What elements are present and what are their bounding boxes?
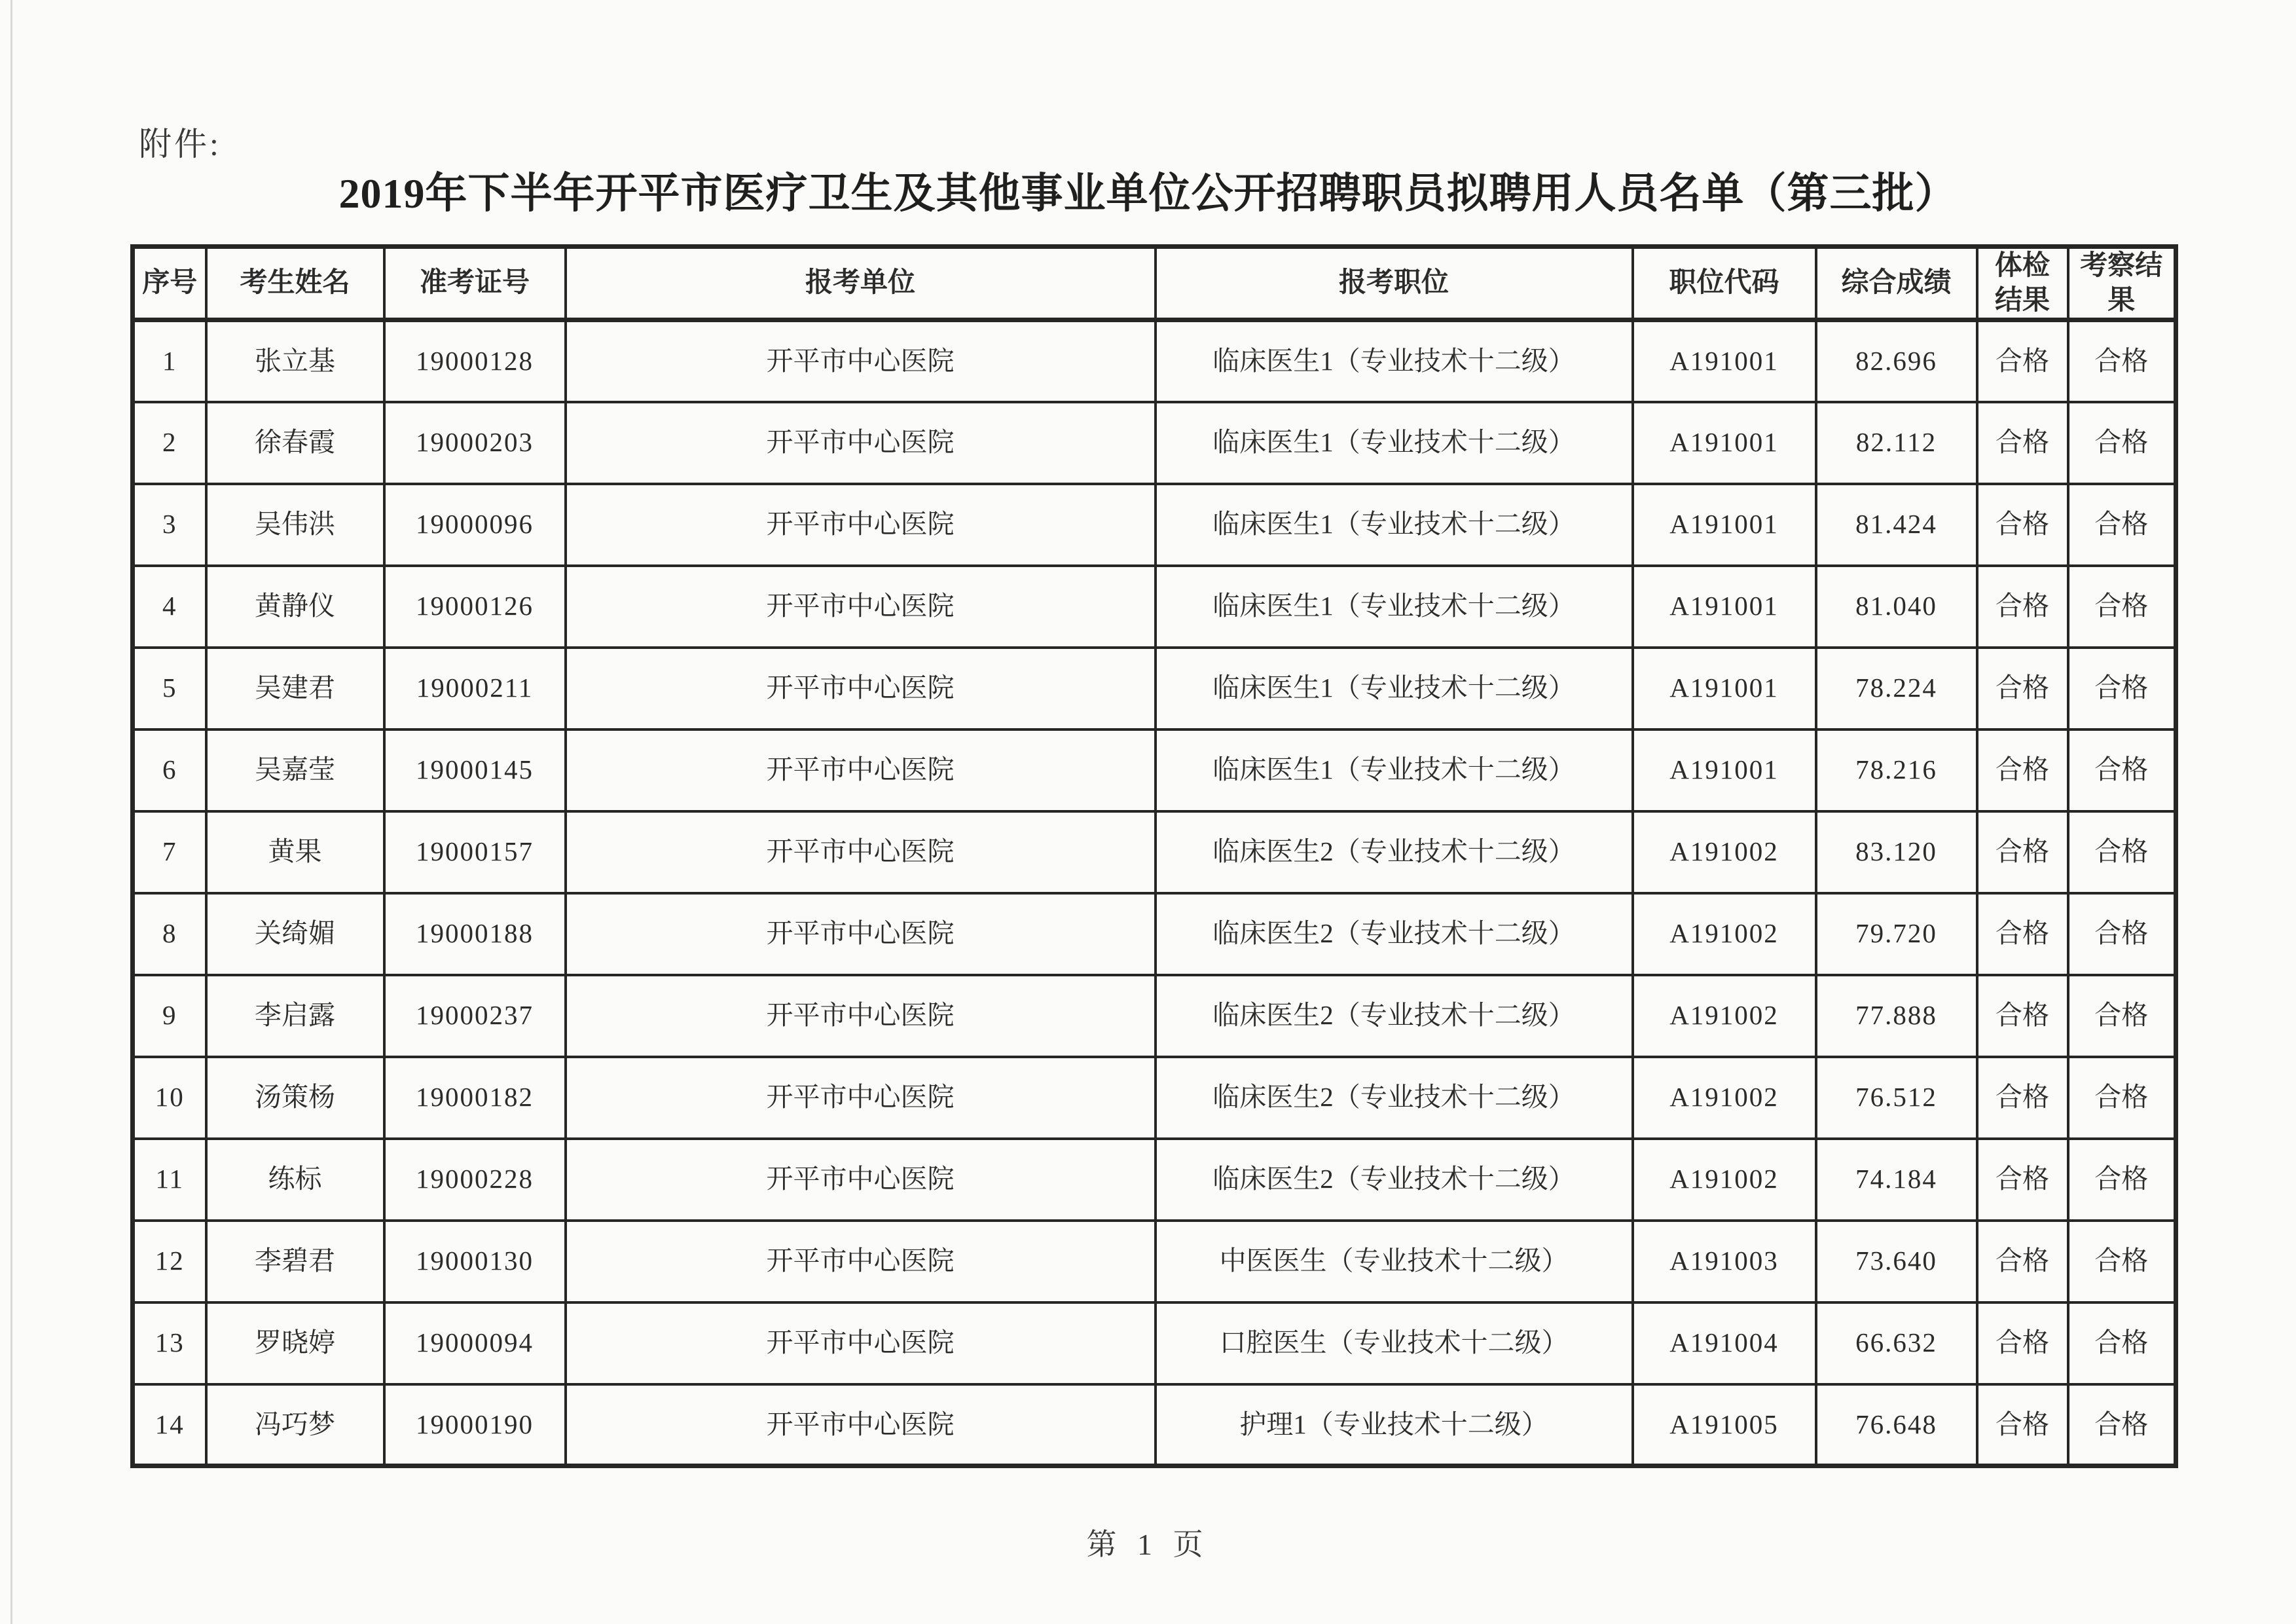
cell-applied-unit: 开平市中心医院 (566, 1057, 1156, 1139)
cell-applied-unit: 开平市中心医院 (566, 1139, 1156, 1221)
header-physical-result: 体检结果 (1977, 247, 2068, 320)
cell-position-code: A191001 (1633, 648, 1816, 729)
cell-inspection-result: 合格 (2068, 1057, 2176, 1139)
cell-physical-result: 合格 (1977, 893, 2068, 975)
cell-admission-ticket: 19000190 (384, 1384, 566, 1466)
cell-serial-number: 4 (133, 566, 206, 648)
cell-admission-ticket: 19000145 (384, 729, 566, 811)
cell-serial-number: 13 (133, 1302, 206, 1384)
cell-overall-score: 79.720 (1816, 893, 1977, 975)
cell-candidate-name: 徐春霞 (206, 402, 384, 484)
cell-overall-score: 82.696 (1816, 320, 1977, 402)
header-position-code: 职位代码 (1633, 247, 1816, 320)
cell-overall-score: 81.424 (1816, 484, 1977, 566)
cell-candidate-name: 练标 (206, 1139, 384, 1221)
cell-applied-unit: 开平市中心医院 (566, 648, 1156, 729)
table-row (133, 1384, 2176, 1466)
cell-overall-score: 82.112 (1816, 402, 1977, 484)
cell-serial-number: 14 (133, 1384, 206, 1466)
cell-candidate-name: 吴伟洪 (206, 484, 384, 566)
cell-serial-number: 1 (133, 320, 206, 402)
cell-position-code: A191002 (1633, 1057, 1816, 1139)
cell-applied-position: 临床医生1（专业技术十二级） (1156, 729, 1633, 811)
cell-admission-ticket: 19000128 (384, 320, 566, 402)
cell-inspection-result: 合格 (2068, 975, 2176, 1057)
cell-applied-position: 临床医生2（专业技术十二级） (1156, 893, 1633, 975)
cell-applied-unit: 开平市中心医院 (566, 1221, 1156, 1302)
cell-position-code: A191001 (1633, 320, 1816, 402)
table-row (133, 1139, 2176, 1221)
cell-overall-score: 78.216 (1816, 729, 1977, 811)
cell-overall-score: 74.184 (1816, 1139, 1977, 1221)
cell-applied-position: 口腔医生（专业技术十二级） (1156, 1302, 1633, 1384)
cell-admission-ticket: 19000126 (384, 566, 566, 648)
cell-applied-unit: 开平市中心医院 (566, 484, 1156, 566)
table-row (133, 729, 2176, 811)
cell-serial-number: 3 (133, 484, 206, 566)
cell-position-code: A191002 (1633, 1139, 1816, 1221)
cell-inspection-result: 合格 (2068, 648, 2176, 729)
cell-position-code: A191003 (1633, 1221, 1816, 1302)
cell-inspection-result: 合格 (2068, 566, 2176, 648)
cell-admission-ticket: 19000157 (384, 811, 566, 893)
cell-overall-score: 66.632 (1816, 1302, 1977, 1384)
cell-candidate-name: 吴嘉莹 (206, 729, 384, 811)
header-applied-position: 报考职位 (1156, 247, 1633, 320)
cell-candidate-name: 黄果 (206, 811, 384, 893)
cell-applied-position: 临床医生2（专业技术十二级） (1156, 1057, 1633, 1139)
cell-applied-unit: 开平市中心医院 (566, 811, 1156, 893)
cell-position-code: A191005 (1633, 1384, 1816, 1466)
cell-physical-result: 合格 (1977, 1384, 2068, 1466)
cell-serial-number: 12 (133, 1221, 206, 1302)
cell-admission-ticket: 19000130 (384, 1221, 566, 1302)
cell-applied-unit: 开平市中心医院 (566, 320, 1156, 402)
cell-applied-position: 护理1（专业技术十二级） (1156, 1384, 1633, 1466)
cell-serial-number: 10 (133, 1057, 206, 1139)
cell-serial-number: 6 (133, 729, 206, 811)
cell-physical-result: 合格 (1977, 729, 2068, 811)
cell-overall-score: 76.512 (1816, 1057, 1977, 1139)
cell-inspection-result: 合格 (2068, 1221, 2176, 1302)
cell-applied-position: 临床医生1（专业技术十二级） (1156, 402, 1633, 484)
cell-inspection-result: 合格 (2068, 320, 2176, 402)
table-row (133, 1302, 2176, 1384)
table-row (133, 1057, 2176, 1139)
cell-position-code: A191002 (1633, 893, 1816, 975)
table-row (133, 320, 2176, 402)
cell-serial-number: 2 (133, 402, 206, 484)
header-admission-ticket: 准考证号 (384, 247, 566, 320)
cell-admission-ticket: 19000237 (384, 975, 566, 1057)
roster-table (130, 244, 2178, 1468)
cell-physical-result: 合格 (1977, 975, 2068, 1057)
cell-physical-result: 合格 (1977, 320, 2068, 402)
header-inspection-result: 考察结果 (2068, 247, 2176, 320)
cell-admission-ticket: 19000188 (384, 893, 566, 975)
cell-position-code: A191002 (1633, 975, 1816, 1057)
cell-inspection-result: 合格 (2068, 402, 2176, 484)
cell-position-code: A191001 (1633, 729, 1816, 811)
cell-applied-position: 临床医生1（专业技术十二级） (1156, 566, 1633, 648)
cell-applied-unit: 开平市中心医院 (566, 975, 1156, 1057)
table-header-row (133, 247, 2176, 320)
cell-overall-score: 73.640 (1816, 1221, 1977, 1302)
cell-physical-result: 合格 (1977, 1221, 2068, 1302)
cell-position-code: A191001 (1633, 402, 1816, 484)
cell-admission-ticket: 19000203 (384, 402, 566, 484)
cell-overall-score: 83.120 (1816, 811, 1977, 893)
cell-applied-unit: 开平市中心医院 (566, 402, 1156, 484)
cell-position-code: A191001 (1633, 484, 1816, 566)
table-row (133, 648, 2176, 729)
cell-physical-result: 合格 (1977, 1139, 2068, 1221)
cell-overall-score: 81.040 (1816, 566, 1977, 648)
cell-serial-number: 9 (133, 975, 206, 1057)
cell-applied-unit: 开平市中心医院 (566, 566, 1156, 648)
cell-serial-number: 7 (133, 811, 206, 893)
cell-physical-result: 合格 (1977, 484, 2068, 566)
header-overall-score: 综合成绩 (1816, 247, 1977, 320)
cell-overall-score: 78.224 (1816, 648, 1977, 729)
page-title: 2019年下半年开平市医疗卫生及其他事业单位公开招聘职员拟聘用人员名单（第三批） (338, 170, 1958, 217)
cell-candidate-name: 李启露 (206, 975, 384, 1057)
cell-inspection-result: 合格 (2068, 1384, 2176, 1466)
cell-applied-position: 临床医生2（专业技术十二级） (1156, 811, 1633, 893)
cell-physical-result: 合格 (1977, 402, 2068, 484)
cell-physical-result: 合格 (1977, 1302, 2068, 1384)
cell-applied-unit: 开平市中心医院 (566, 1302, 1156, 1384)
header-serial-number: 序号 (133, 247, 206, 320)
cell-applied-position: 临床医生1（专业技术十二级） (1156, 320, 1633, 402)
cell-applied-unit: 开平市中心医院 (566, 1384, 1156, 1466)
cell-inspection-result: 合格 (2068, 1139, 2176, 1221)
cell-applied-position: 临床医生1（专业技术十二级） (1156, 484, 1633, 566)
cell-serial-number: 5 (133, 648, 206, 729)
cell-candidate-name: 吴建君 (206, 648, 384, 729)
cell-applied-position: 临床医生1（专业技术十二级） (1156, 648, 1633, 729)
cell-admission-ticket: 19000228 (384, 1139, 566, 1221)
table-row (133, 484, 2176, 566)
cell-admission-ticket: 19000182 (384, 1057, 566, 1139)
cell-candidate-name: 关绮媚 (206, 893, 384, 975)
cell-admission-ticket: 19000211 (384, 648, 566, 729)
cell-physical-result: 合格 (1977, 648, 2068, 729)
table-row (133, 811, 2176, 893)
cell-serial-number: 8 (133, 893, 206, 975)
cell-position-code: A191002 (1633, 811, 1816, 893)
table-row (133, 1221, 2176, 1302)
cell-applied-position: 临床医生2（专业技术十二级） (1156, 975, 1633, 1057)
cell-inspection-result: 合格 (2068, 1302, 2176, 1384)
page-number: 第 1 页 (1086, 1528, 1210, 1561)
cell-candidate-name: 罗晓婷 (206, 1302, 384, 1384)
cell-inspection-result: 合格 (2068, 484, 2176, 566)
cell-inspection-result: 合格 (2068, 729, 2176, 811)
table-row (133, 893, 2176, 975)
table-row (133, 566, 2176, 648)
cell-serial-number: 11 (133, 1139, 206, 1221)
header-candidate-name: 考生姓名 (206, 247, 384, 320)
cell-candidate-name: 冯巧梦 (206, 1384, 384, 1466)
cell-applied-unit: 开平市中心医院 (566, 893, 1156, 975)
cell-position-code: A191001 (1633, 566, 1816, 648)
cell-applied-position: 中医医生（专业技术十二级） (1156, 1221, 1633, 1302)
cell-overall-score: 76.648 (1816, 1384, 1977, 1466)
cell-applied-position: 临床医生2（专业技术十二级） (1156, 1139, 1633, 1221)
cell-physical-result: 合格 (1977, 811, 2068, 893)
cell-candidate-name: 张立基 (206, 320, 384, 402)
scan-artifact-line (10, 0, 12, 1624)
table-row (133, 402, 2176, 484)
cell-inspection-result: 合格 (2068, 811, 2176, 893)
cell-candidate-name: 李碧君 (206, 1221, 384, 1302)
cell-inspection-result: 合格 (2068, 893, 2176, 975)
table-row (133, 975, 2176, 1057)
cell-candidate-name: 汤策杨 (206, 1057, 384, 1139)
cell-physical-result: 合格 (1977, 566, 2068, 648)
cell-admission-ticket: 19000096 (384, 484, 566, 566)
cell-applied-unit: 开平市中心医院 (566, 729, 1156, 811)
cell-physical-result: 合格 (1977, 1057, 2068, 1139)
attachment-label: 附件: (139, 126, 221, 162)
header-applied-unit: 报考单位 (566, 247, 1156, 320)
cell-overall-score: 77.888 (1816, 975, 1977, 1057)
cell-candidate-name: 黄静仪 (206, 566, 384, 648)
cell-admission-ticket: 19000094 (384, 1302, 566, 1384)
cell-position-code: A191004 (1633, 1302, 1816, 1384)
